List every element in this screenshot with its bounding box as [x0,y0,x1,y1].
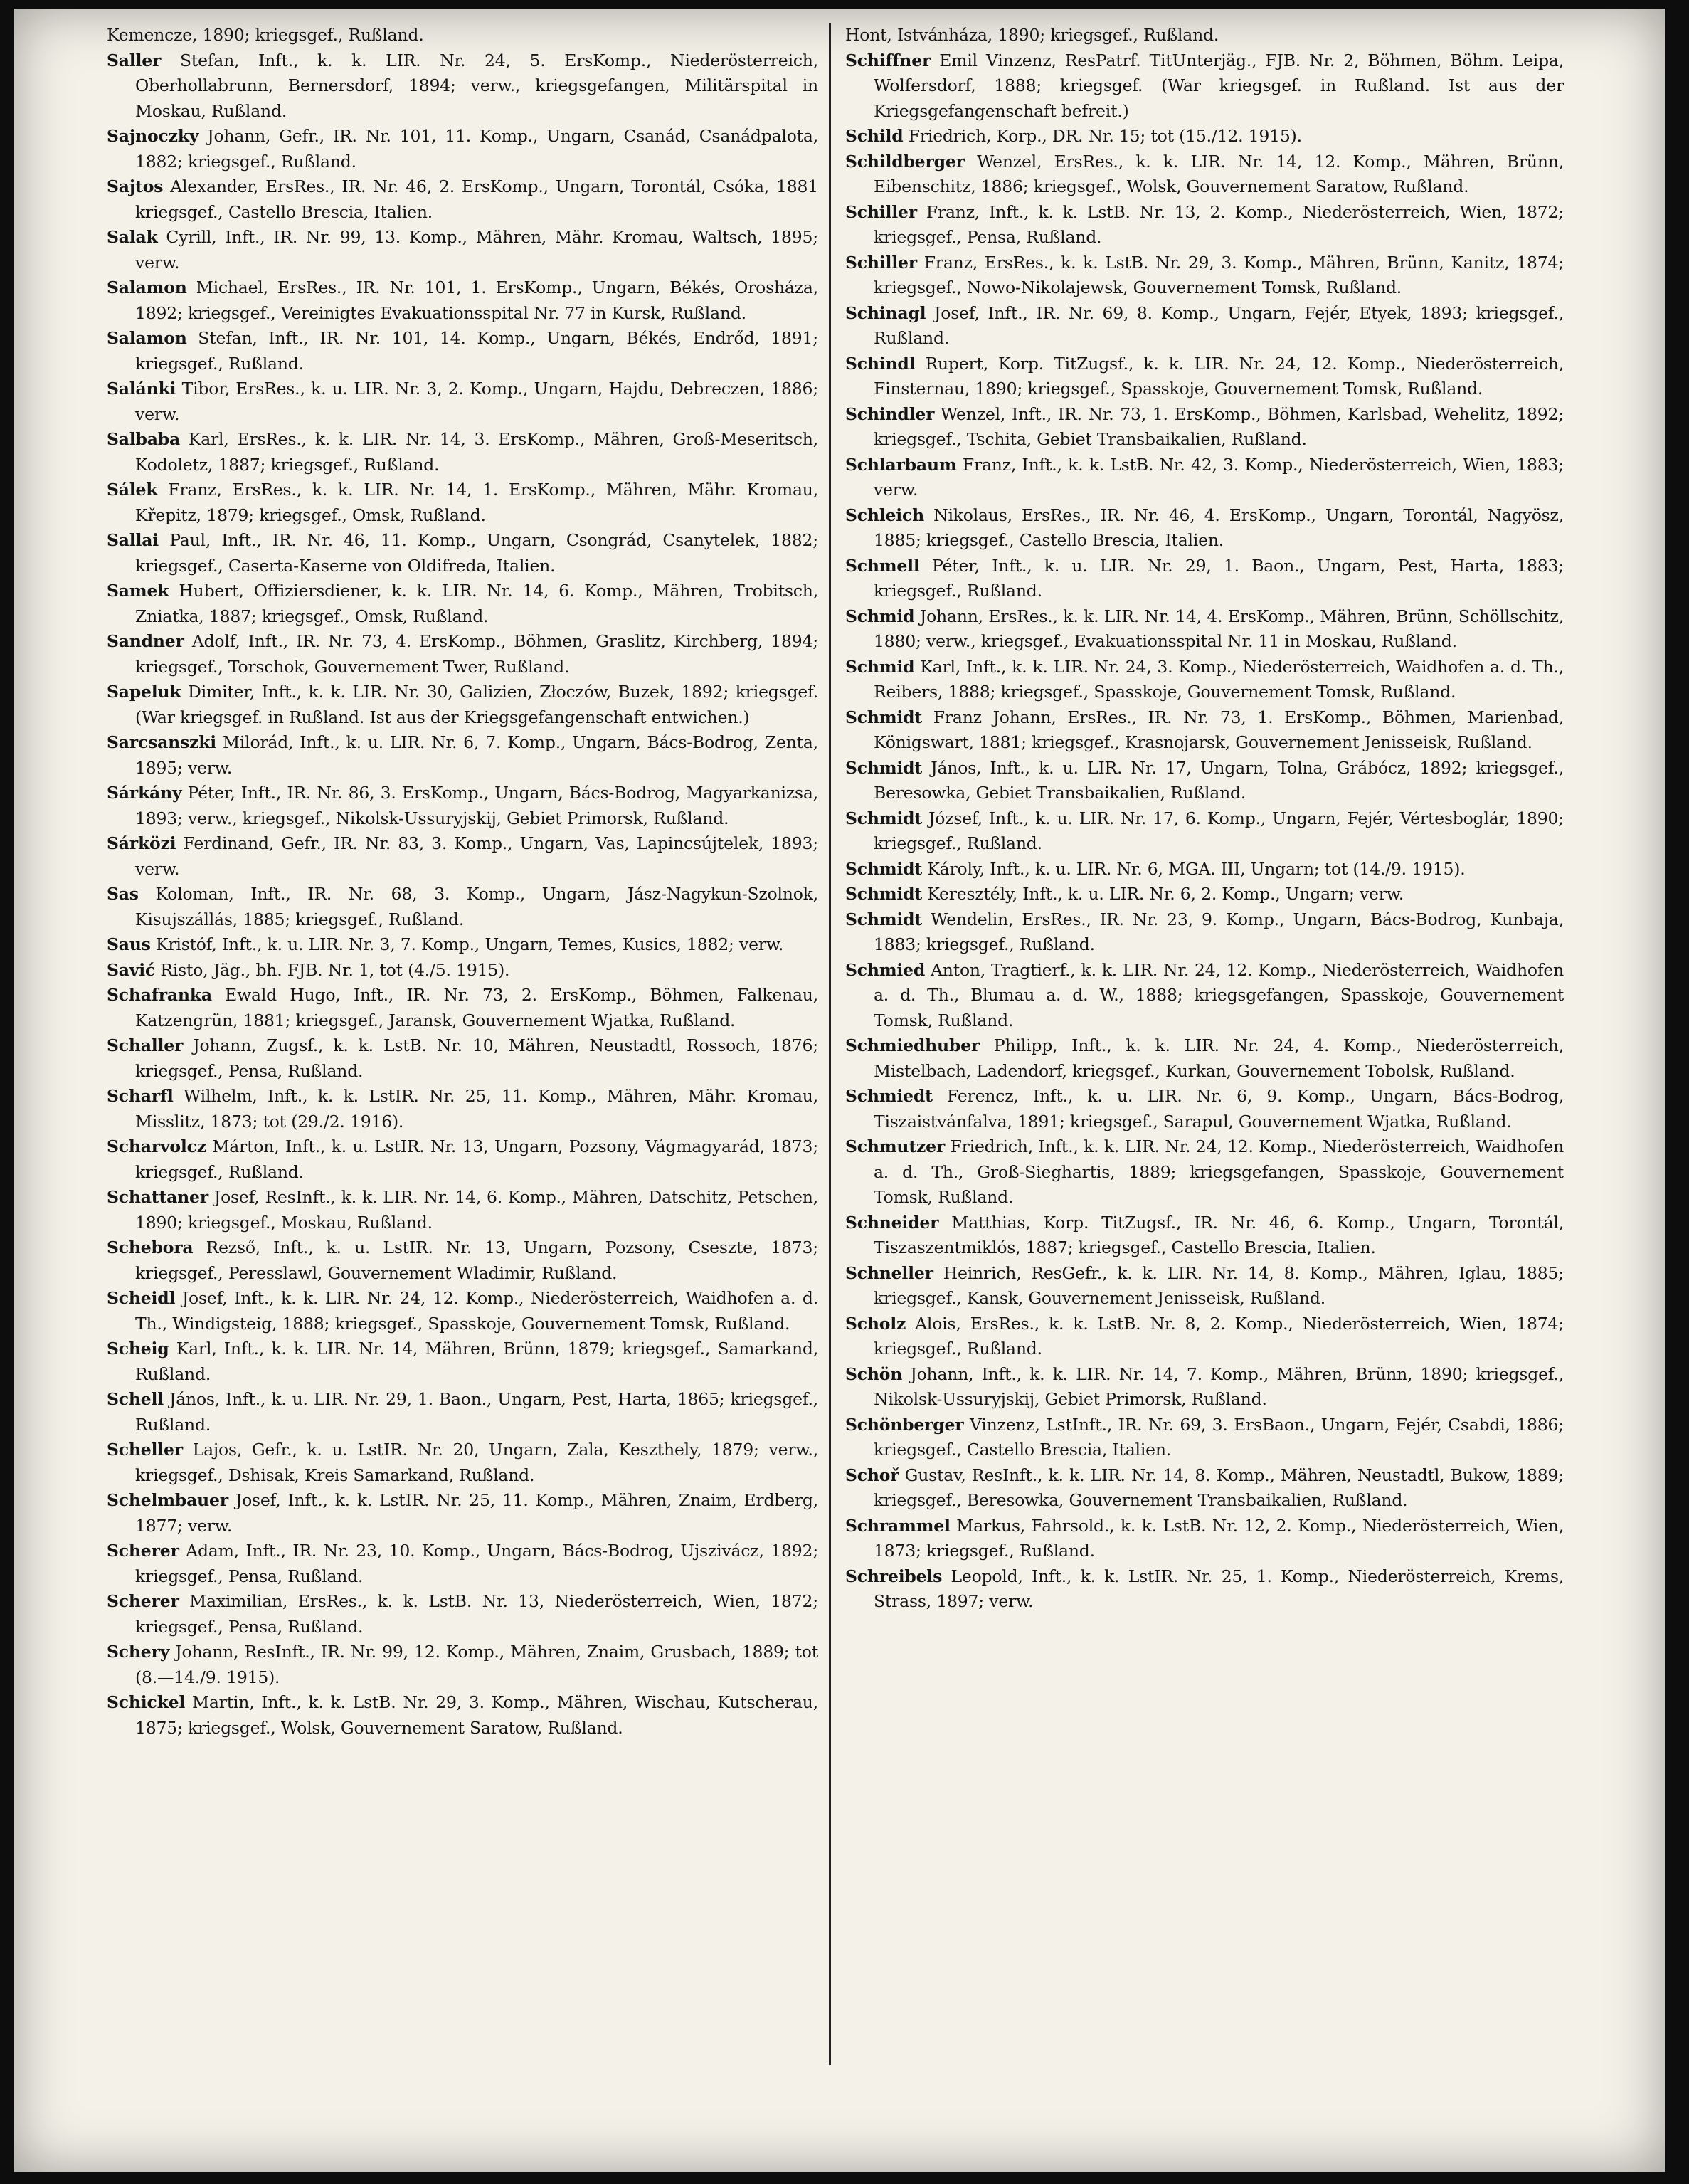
list-item [845,1362,1564,1413]
surname: Schrammel [845,1515,951,1536]
list-item [845,1210,1564,1261]
right-column [845,23,1564,2158]
entry-details: Rupert, Korp. TitZugsf., k. k. LIR. Nr. 24, 12. Komp., Niederösterreich, Finsternau, 1890; kriegsgef., Spasskoje, Gouvernement Tomsk, Rußland. [874,353,1564,399]
surname: Schmid [845,656,915,677]
list-item [845,907,1564,958]
surname: Schebora [107,1238,194,1257]
list-item [107,124,818,174]
entry-details: Wenzel, Inft., IR. Nr. 73, 1. ErsKomp., Böhmen, Karlsbad, Wehelitz, 1892; kriegsgef., Tschita, Gebiet Transbaikalien, Rußland. [874,403,1564,449]
entry-details: Franz, ErsRes., k. k. LstB. Nr. 29, 3. Komp., Mähren, Brünn, Kanitz, 1874; kriegsgef., Nowo-Nikolajewsk, Gouvernement Tomsk, Rußland. [874,252,1564,297]
entry-details: Péter, Inft., k. u. LIR. Nr. 29, 1. Baon., Ungarn, Pest, Harta, 1883; kriegsgef., Rußland. [874,555,1564,601]
list-item [107,1084,818,1134]
list-item [845,402,1564,453]
surname: Schmidt [845,808,923,828]
surname: Scheidl [107,1288,176,1308]
surname: Schönberger [845,1414,964,1435]
surname: Saus [107,934,151,954]
entry-details: Cyrill, Inft., IR. Nr. 99, 13. Komp., Mähren, Mähr. Kromau, Waltsch, 1895; verw. [135,227,818,273]
surname: Sarcsanszki [107,732,217,752]
surname: Scherer [107,1591,179,1611]
entry-details: Paul, Inft., IR. Nr. 46, 11. Komp., Ungarn, Csongrád, Csanytelek, 1882; kriegsgef., Caserta-Kaserne von Oldifreda, Italien. [135,530,818,576]
list-item [107,1640,818,1690]
entry-details: Ewald Hugo, Inft., IR. Nr. 73, 2. ErsKomp., Böhmen, Falkenau, Katzengrün, 1881; kriegsgef., Jaransk, Gouvernement Wjatka, Rußland. [135,985,818,1030]
entry-details: Josef, Inft., IR. Nr. 69, 8. Komp., Ungarn, Fejér, Etyek, 1893; kriegsgef., Rußland. [874,302,1564,348]
entry-details: Wendelin, ErsRes., IR. Nr. 23, 9. Komp., Ungarn, Bács-Bodrog, Kunbaja, 1883; kriegsgef., Rußland. [874,909,1564,954]
surname: Schmidt [845,707,923,727]
surname: Schell [107,1389,164,1409]
entry-details: Philipp, Inft., k. k. LIR. Nr. 24, 4. Komp., Niederösterreich, Mistelbach, Ladendorf, kriegsgef., Kurkan, Gouvernement Tobolsk, Rußland. [874,1035,1564,1081]
list-item [107,427,818,478]
surname: Schiller [845,252,917,273]
surname: Scherer [107,1541,179,1561]
entry-details: Gustav, ResInft., k. k. LIR. Nr. 14, 8. Komp., Mähren, Neustadtl, Bukow, 1889; kriegsgef., Beresowka, Gouvernement Transbaikalien, Rußland. [874,1465,1564,1510]
list-item [845,453,1564,503]
list-item [107,1134,818,1185]
surname: Schattaner [107,1187,208,1207]
surname: Salánki [107,379,176,399]
surname: Sajnoczky [107,126,199,146]
list-item [845,1134,1564,1210]
list-item [107,1286,818,1336]
surname: Salamon [107,328,187,348]
entry-details: Leopold, Inft., k. k. LstIR. Nr. 25, 1. Komp., Niederösterreich, Krems, Strass, 1897; verw. [874,1566,1564,1611]
surname: Scheig [107,1339,169,1359]
surname: Schmidt [845,884,923,904]
surname: Schreibels [845,1566,943,1586]
list-item [845,1261,1564,1312]
list-item [107,478,818,528]
entry-details: Karl, ErsRes., k. k. LIR. Nr. 14, 3. ErsKomp., Mähren, Groß-Meseritsch, Kodoletz, 1887; kriegsgef., Rußland. [135,429,818,475]
surname: Schafranka [107,985,212,1005]
entry-details: Josef, Inft., k. k. LIR. Nr. 24, 12. Komp., Niederösterreich, Waidhofen a. d. Th., Windigsteig, 1888; kriegsgef., Spasskoje, Gouvernement Tomsk, Rußland. [135,1288,818,1334]
list-item [107,629,818,680]
list-item [107,1235,818,1286]
surname: Schneider [845,1212,939,1233]
list-item [845,1514,1564,1564]
entry-details: Franz Johann, ErsRes., IR. Nr. 73, 1. ErsKomp., Böhmen, Marienbad, Königswart, 1881; kriegsgef., Krasnojarsk, Gouvernement Jenisseisk, Rußland. [874,707,1564,752]
entry-details: Lajos, Gefr., k. u. LstIR. Nr. 20, Ungarn, Zala, Keszthely, 1879; verw., kriegsgef., Dshisak, Kreis Samarkand, Rußland. [135,1440,818,1485]
entry-details: Milorád, Inft., k. u. LIR. Nr. 6, 7. Komp., Ungarn, Bács-Bodrog, Zenta, 1895; verw. [135,732,818,778]
list-item [107,1185,818,1235]
surname: Schoř [845,1465,899,1485]
surname: Sárközi [107,833,176,853]
surname: Schmiedt [845,1086,933,1106]
list-item [107,932,818,958]
entry-details: Koloman, Inft., IR. Nr. 68, 3. Komp., Ungarn, Jász-Nagykun-Szolnok, Kisujszállás, 1885; kriegsgef., Rußland. [135,884,818,929]
list-item [107,48,818,125]
entry-details: Wenzel, ErsRes., k. k. LIR. Nr. 14, 12. Komp., Mähren, Brünn, Eibenschitz, 1886; kriegsgef., Wolsk, Gouvernement Saratow, Rußland. [874,151,1564,196]
surname: Scharvolcz [107,1136,206,1156]
list-item [845,352,1564,402]
surname: Schleich [845,505,924,525]
list-item [845,857,1564,882]
entry-details: Johann, Inft., k. k. LIR. Nr. 14, 7. Komp., Mähren, Brünn, 1890; kriegsgef., Nikolsk-Ussuryjskij, Gebiet Primorsk, Rußland. [874,1363,1564,1409]
list-item [845,1413,1564,1463]
list-item [107,1387,818,1437]
list-item [107,983,818,1033]
surname: Schmidt [845,858,923,879]
list-item [107,1336,818,1387]
entry-details: Johann, Gefr., IR. Nr. 101, 11. Komp., Ungarn, Csanád, Csanádpalota, 1882; kriegsgef., Rußland. [135,126,818,172]
surname: Salak [107,227,158,247]
entry-details: Heinrich, ResGefr., k. k. LIR. Nr. 14, 8. Komp., Mähren, Iglau, 1885; kriegsgef., Kansk, Gouvernement Jenisseisk, Rußland. [874,1262,1564,1308]
entry-details: Rezső, Inft., k. u. LstIR. Nr. 13, Ungarn, Pozsony, Cseszte, 1873; kriegsgef., Peresslawl, Gouvernement Wladimir, Rußland. [135,1238,818,1283]
surname: Scharfl [107,1086,174,1106]
entry-details: József, Inft., k. u. LIR. Nr. 17, 6. Komp., Ungarn, Fejér, Vértesboglár, 1890; kriegsgef., Rußland. [874,808,1564,853]
surname: Schmied [845,959,926,980]
list-item [107,275,818,326]
list-item [845,958,1564,1034]
entry-details: Adam, Inft., IR. Nr. 23, 10. Komp., Ungarn, Bács-Bodrog, Ujszivácz, 1892; kriegsgef., Pensa, Rußland. [135,1541,818,1586]
entry-details: Kemencze, 1890; kriegsgef., Rußland. [107,25,424,45]
entry-details: Adolf, Inft., IR. Nr. 73, 4. ErsKomp., Böhmen, Graslitz, Kirchberg, 1894; kriegsgef., Torschok, Gouvernement Twer, Rußland. [135,631,818,677]
entry-details: Károly, Inft., k. u. LIR. Nr. 6, MGA. III, Ungarn; tot (14./9. 1915). [927,858,1466,879]
list-item [107,831,818,882]
entry-details: Johann, ResInft., IR. Nr. 99, 12. Komp., Mähren, Znaim, Grusbach, 1889; tot (8.—14./9. 1915). [135,1642,818,1687]
list-item [107,225,818,275]
entry-details: Johann, ErsRes., k. k. LIR. Nr. 14, 4. ErsKomp., Mähren, Brünn, Schöllschitz, 1880; verw., kriegsgef., Evakuationsspital Nr. 11 in Moskau, Rußland. [874,606,1564,651]
left-column [107,23,818,2158]
surname: Sandner [107,631,184,651]
entry-details: Hubert, Offiziersdiener, k. k. LIR. Nr. 14, 6. Komp., Mähren, Trobitsch, Zniatka, 1887; kriegsgef., Omsk, Rußland. [135,581,818,626]
entry-details: Márton, Inft., k. u. LstIR. Nr. 13, Ungarn, Pozsony, Vágmagyarád, 1873; kriegsgef., Rußland. [135,1136,818,1182]
entry-details: Péter, Inft., IR. Nr. 86, 3. ErsKomp., Ungarn, Bács-Bodrog, Magyarkanizsa, 1893; verw., kriegsgef., Nikolsk-Ussuryjskij, Gebiet Primorsk, Rußland. [135,783,818,828]
list-item [845,705,1564,756]
surname: Schaller [107,1035,184,1055]
surname: Schild [845,126,904,146]
surname: Scholz [845,1313,906,1334]
entry-details: Matthias, Korp. TitZugsf., IR. Nr. 46, 6. Komp., Ungarn, Torontál, Tiszaszentmiklós, 1887; kriegsgef., Castello Brescia, Italien. [874,1212,1564,1257]
list-item [845,604,1564,655]
surname: Schön [845,1363,903,1384]
surname: Schmutzer [845,1136,946,1156]
list-item [107,730,818,781]
list-item [107,174,818,225]
surname: Sas [107,884,139,904]
list-item [845,200,1564,250]
list-item [107,882,818,932]
surname: Schmell [845,555,920,576]
entry-details: Kristóf, Inft., k. u. LIR. Nr. 3, 7. Komp., Ungarn, Temes, Kusics, 1882; verw. [156,934,784,954]
entry-details: Markus, Fahrsold., k. k. LstB. Nr. 12, 2. Komp., Niederösterreich, Wien, 1873; kriegsgef., Rußland. [874,1515,1564,1561]
list-item [107,23,818,48]
surname: Schildberger [845,151,965,172]
list-item [107,1488,818,1539]
entry-details: Stefan, Inft., k. k. LIR. Nr. 24, 5. ErsKomp., Niederösterreich, Oberhollabrunn, Bernersdorf, 1894; verw., kriegsgefangen, Militärspital in Moskau, Rußland. [135,50,818,121]
entry-details: Josef, ResInft., k. k. LIR. Nr. 14, 6. Komp., Mähren, Datschitz, Petschen, 1890; kriegsgef., Moskau, Rußland. [135,1187,818,1233]
entry-details: Ferencz, Inft., k. u. LIR. Nr. 6, 9. Komp., Ungarn, Bács-Bodrog, Tiszaistvánfalva, 1891; kriegsgef., Sarapul, Gouvernement Wjatka, Rußland. [874,1086,1564,1131]
entry-details: Karl, Inft., k. k. LIR. Nr. 14, Mähren, Brünn, 1879; kriegsgef., Samarkand, Rußland. [135,1339,818,1384]
list-item [107,1033,818,1084]
list-item [107,680,818,730]
entry-details: Josef, Inft., k. k. LstIR. Nr. 25, 11. Komp., Mähren, Znaim, Erdberg, 1877; verw. [135,1490,818,1536]
entry-details: Emil Vinzenz, ResPatrf. TitUnterjäg., FJB. Nr. 2, Böhmen, Böhm. Leipa, Wolfersdorf, 1888; kriegsgef. (War kriegsgef. in Rußland. Ist aus der Kriegsgefangenschaft befreit.) [874,50,1564,121]
entry-details: Franz, Inft., k. k. LstB. Nr. 42, 3. Komp., Niederösterreich, Wien, 1883; verw. [874,454,1564,500]
list-item [107,958,818,983]
list-item [107,376,818,427]
list-item [845,301,1564,352]
surname: Schindler [845,403,935,424]
entry-details: Anton, Tragtierf., k. k. LIR. Nr. 24, 12. Komp., Niederösterreich, Waidhofen a. d. Th., Blumau a. d. W., 1888; kriegsgefangen, Spasskoje, Gouvernement Tomsk, Rußland. [874,959,1564,1030]
list-item [107,781,818,831]
list-item [845,149,1564,200]
entry-details: Michael, ErsRes., IR. Nr. 101, 1. ErsKomp., Ungarn, Békés, Orosháza, 1892; kriegsgef., Vereinigtes Evakuationsspital Nr. 77 in Kursk, Rußland. [135,278,818,323]
entry-details: János, Inft., k. u. LIR. Nr. 29, 1. Baon., Ungarn, Pest, Harta, 1865; kriegsgef., Rußland. [135,1389,818,1435]
surname: Salamon [107,278,187,297]
entry-details: Keresztély, Inft., k. u. LIR. Nr. 6, 2. Komp., Ungarn; verw. [927,884,1404,904]
entry-details: Stefan, Inft., IR. Nr. 101, 14. Komp., Ungarn, Békés, Endrőd, 1891; kriegsgef., Rußland. [135,328,818,374]
list-item [845,503,1564,554]
entry-details: Alexander, ErsRes., IR. Nr. 46, 2. ErsKomp., Ungarn, Torontál, Csóka, 1881 kriegsgef., Castello Brescia, Italien. [135,176,818,222]
surname: Sálek [107,480,158,500]
list-item [845,48,1564,125]
surname: Sapeluk [107,682,181,702]
surname: Schinagl [845,302,926,323]
surname: Schmiedhuber [845,1035,980,1055]
surname: Sajtos [107,176,164,196]
entry-details: Johann, Zugsf., k. k. LstB. Nr. 10, Mähren, Neustadtl, Rossoch, 1876; kriegsgef., Pensa, Rußland. [135,1035,818,1081]
list-item [107,1539,818,1589]
list-item [845,124,1564,149]
entry-details: Alois, ErsRes., k. k. LstB. Nr. 8, 2. Komp., Niederösterreich, Wien, 1874; kriegsgef., Rußland. [874,1313,1564,1359]
surname: Schiffner [845,50,931,70]
list-item [845,554,1564,604]
entry-details: Maximilian, ErsRes., k. k. LstB. Nr. 13, Niederösterreich, Wien, 1872; kriegsgef., Pensa, Rußland. [135,1591,818,1637]
column-divider [829,23,831,2065]
list-item [845,1084,1564,1134]
surname: Schindl [845,353,916,374]
surname: Sárkány [107,783,182,803]
list-item [845,1312,1564,1362]
surname: Schmidt [845,757,923,778]
entry-details: Ferdinand, Gefr., IR. Nr. 83, 3. Komp., Ungarn, Vas, Lapincsújtelek, 1893; verw. [135,833,818,879]
surname: Samek [107,581,169,601]
surname: Schmidt [845,909,923,929]
list-item [845,250,1564,301]
list-item [845,655,1564,705]
entry-details: Martin, Inft., k. k. LstB. Nr. 29, 3. Komp., Mähren, Wischau, Kutscherau, 1875; kriegsgef., Wolsk, Gouvernement Saratow, Rußland. [135,1692,818,1738]
entry-details: Vinzenz, LstInft., IR. Nr. 69, 3. ErsBaon., Ungarn, Fejér, Csabdi, 1886; kriegsgef., Castello Brescia, Italien. [874,1414,1564,1460]
list-item [845,756,1564,806]
surname: Schlarbaum [845,454,957,475]
surname: Scheller [107,1440,183,1460]
entry-details: Friedrich, Korp., DR. Nr. 15; tot (15./12. 1915). [908,126,1302,146]
surname: Salbaba [107,429,181,449]
surname: Savić [107,959,156,980]
list-item [107,579,818,629]
surname: Saller [107,50,162,70]
surname: Schery [107,1642,170,1662]
list-item [845,882,1564,907]
entry-details: Risto, Jäg., bh. FJB. Nr. 1, tot (4./5. 1915). [160,959,510,980]
entry-details: Franz, ErsRes., k. k. LIR. Nr. 14, 1. ErsKomp., Mähren, Mähr. Kromau, Křepitz, 1879; kriegsgef., Omsk, Rußland. [135,480,818,525]
list-item [845,806,1564,857]
surname: Schelmbauer [107,1490,228,1510]
list-item [845,23,1564,48]
entry-details: Karl, Inft., k. k. LIR. Nr. 24, 3. Komp., Niederösterreich, Waidhofen a. d. Th., Reibers, 1888; kriegsgef., Spasskoje, Gouvernement Tomsk, Rußland. [874,656,1564,702]
surname: Schneller [845,1262,933,1283]
entry-details: Franz, Inft., k. k. LstB. Nr. 13, 2. Komp., Niederösterreich, Wien, 1872; kriegsgef., Pensa, Rußland. [874,201,1564,247]
list-item [845,1564,1564,1615]
entry-details: Dimiter, Inft., k. k. LIR. Nr. 30, Galizien, Złoczów, Buzek, 1892; kriegsgef. (War kriegsgef. in Rußland. Ist aus der Kriegsgefangenschaft entwichen.) [135,682,818,727]
list-item [845,1033,1564,1084]
surname: Schmid [845,606,915,626]
list-item [845,1463,1564,1514]
document-page [14,9,1665,2172]
entry-details: János, Inft., k. u. LIR. Nr. 17, Ungarn, Tolna, Grábócz, 1892; kriegsgef., Beresowka, Gebiet Transbaikalien, Rußland. [874,757,1564,803]
list-item [107,1690,818,1741]
entry-details: Friedrich, Inft., k. k. LIR. Nr. 24, 12. Komp., Niederösterreich, Waidhofen a. d. Th., Groß-Sieghartis, 1889; kriegsgefangen, Spasskoje, Gouvernement Tomsk, Rußland. [874,1136,1564,1207]
list-item [107,1437,818,1488]
entry-details: Hont, Istvánháza, 1890; kriegsgef., Rußland. [845,25,1219,45]
entry-details: Tibor, ErsRes., k. u. LIR. Nr. 3, 2. Komp., Ungarn, Hajdu, Debreczen, 1886; verw. [135,379,818,424]
surname: Schickel [107,1692,186,1712]
list-item [107,528,818,579]
entry-details: Wilhelm, Inft., k. k. LstIR. Nr. 25, 11. Komp., Mähren, Mähr. Kromau, Misslitz, 1873; tot (29./2. 1916). [135,1086,818,1131]
surname: Sallai [107,530,159,550]
entry-details: Nikolaus, ErsRes., IR. Nr. 46, 4. ErsKomp., Ungarn, Torontál, Nagyösz, 1885; kriegsgef., Castello Brescia, Italien. [874,505,1564,550]
surname: Schiller [845,201,917,222]
list-item [107,326,818,376]
list-item [107,1589,818,1640]
